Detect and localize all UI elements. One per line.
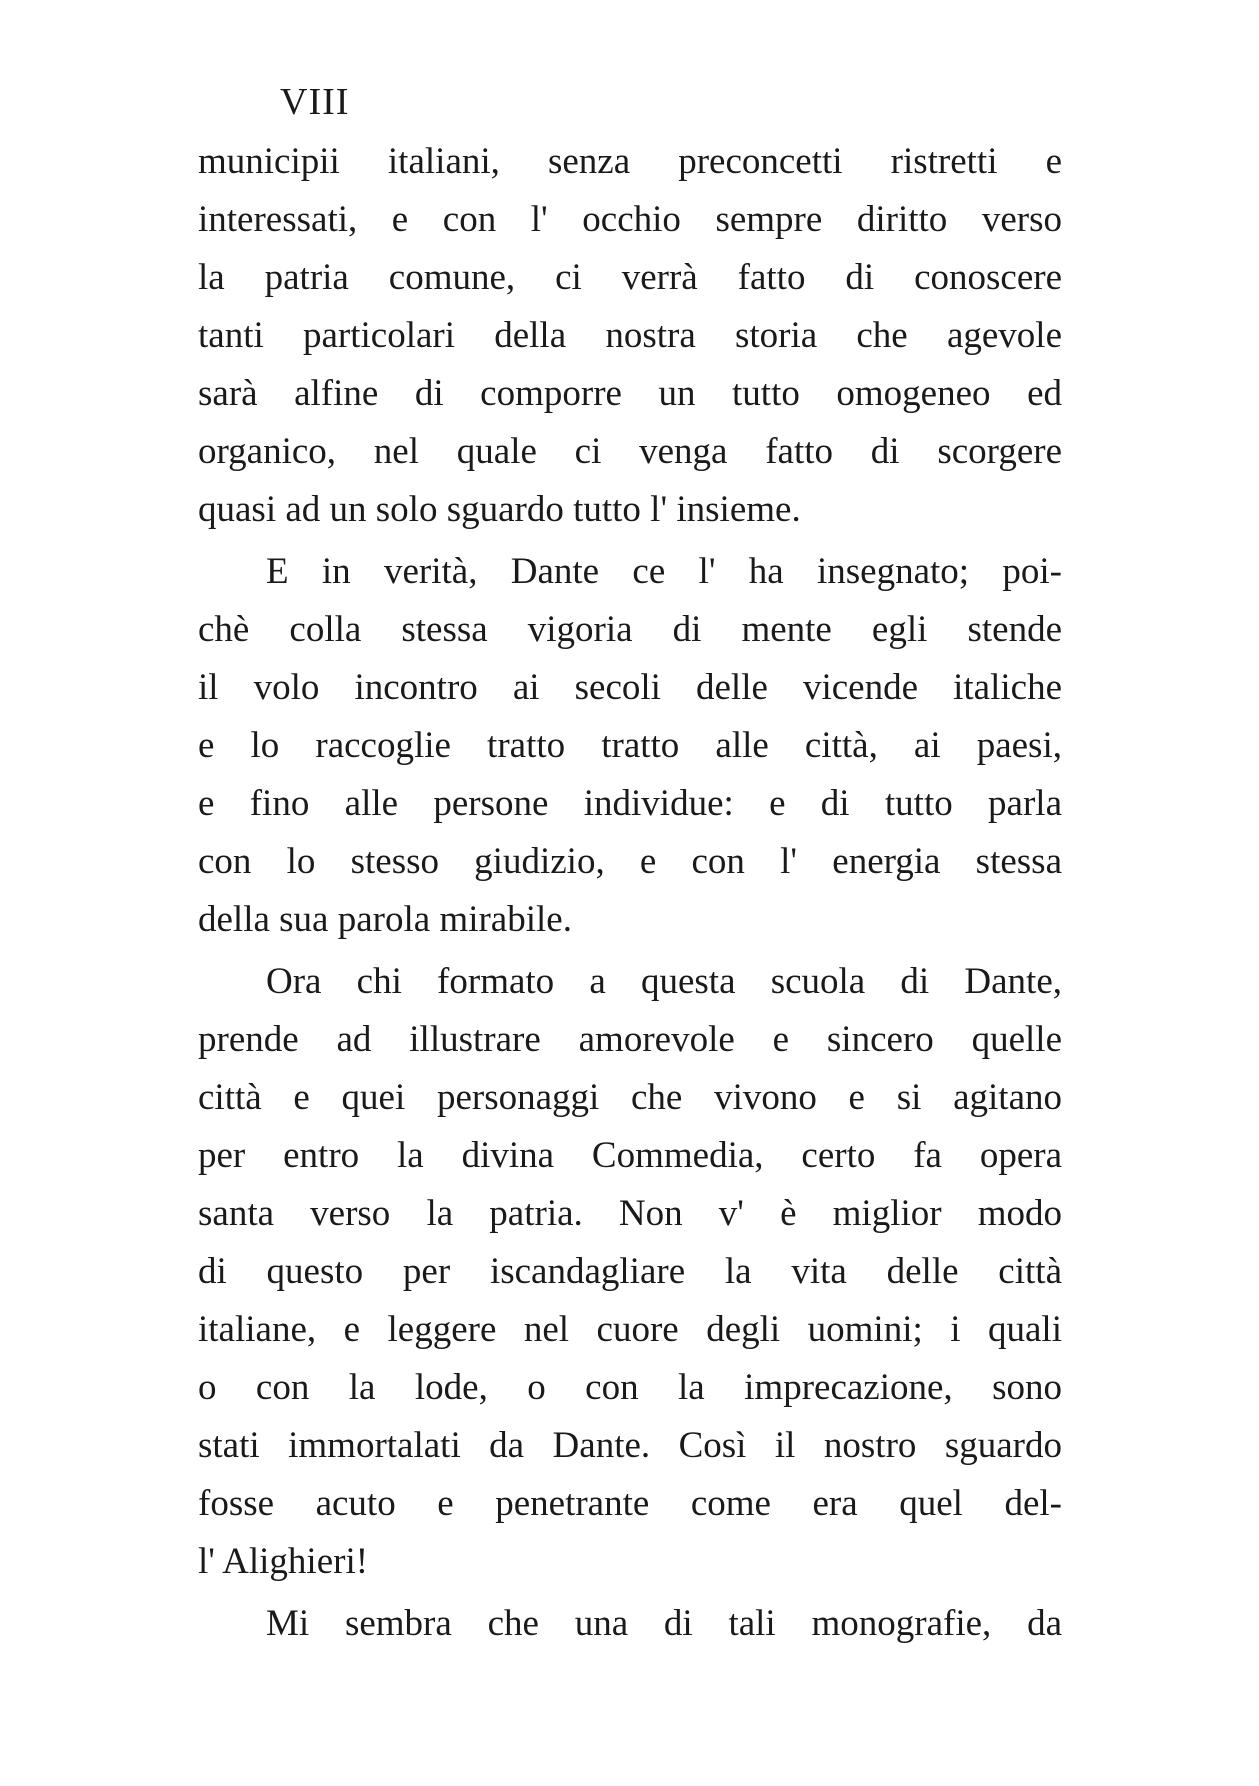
text-line: tanti particolari della nostra storia che agevole — [198, 315, 1062, 356]
text-line: con lo stesso giudizio, e con l' energia stessa — [198, 841, 1062, 882]
text-line: l' Alighieri! — [198, 1541, 369, 1582]
page-number: VIII — [280, 81, 350, 123]
text-line: della sua parola mirabile. — [198, 899, 572, 940]
text-line: città e quei personaggi che vivono e si agitano — [198, 1077, 1062, 1118]
text-line: municipii italiani, senza preconcetti ristretti e — [198, 141, 1062, 182]
text-line: e lo raccoglie tratto tratto alle città, ai paesi, — [198, 725, 1062, 766]
paragraph-2 — [198, 543, 1062, 949]
text-line: interessati, e con l' occhio sempre diritto verso — [198, 199, 1062, 240]
text-line: la patria comune, ci verrà fatto di conoscere — [198, 257, 1062, 298]
paragraph-4 — [198, 1595, 1062, 1653]
paragraph-3 — [198, 953, 1062, 1591]
text-line: sarà alfine di comporre un tutto omogeneo ed — [198, 373, 1062, 414]
text-line: o con la lode, o con la imprecazione, sono — [198, 1367, 1062, 1408]
text-line: stati immortalati da Dante. Così il nostro sguardo — [198, 1425, 1062, 1466]
text-line: e fino alle persone individue: e di tutto parla — [198, 783, 1062, 824]
paragraph-1 — [198, 133, 1062, 539]
text-line: Mi sembra che una di tali monografie, da — [266, 1603, 1062, 1644]
text-line: fosse acuto e penetrante come era quel del- — [198, 1483, 1062, 1524]
text-line: di questo per iscandagliare la vita delle città — [198, 1251, 1062, 1292]
text-line: chè colla stessa vigoria di mente egli stende — [198, 609, 1062, 650]
text-line: Ora chi formato a questa scuola di Dante, — [266, 961, 1062, 1002]
body-text — [198, 133, 1062, 1653]
text-line: E in verità, Dante ce l' ha insegnato; poi- — [266, 551, 1062, 592]
text-line: santa verso la patria. Non v' è miglior modo — [198, 1193, 1062, 1234]
text-line: per entro la divina Commedia, certo fa opera — [198, 1135, 1062, 1176]
text-line: prende ad illustrare amorevole e sincero quelle — [198, 1019, 1062, 1060]
text-line: italiane, e leggere nel cuore degli uomini; i quali — [198, 1309, 1062, 1350]
text-line: il volo incontro ai secoli delle vicende italiche — [198, 667, 1062, 708]
text-line: organico, nel quale ci venga fatto di scorgere — [198, 431, 1062, 472]
text-line: quasi ad un solo sguardo tutto l' insieme. — [198, 489, 801, 530]
